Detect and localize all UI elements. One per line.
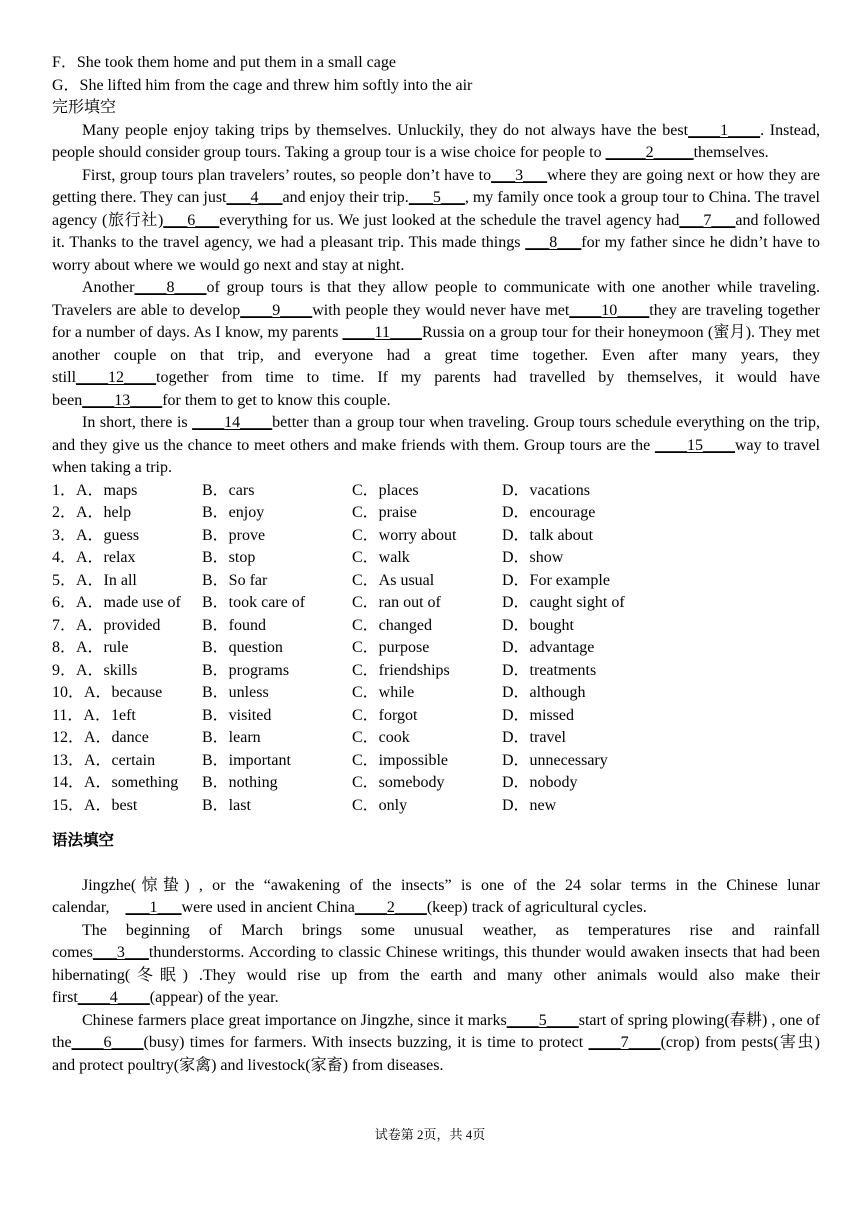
option-d: D．unnecessary	[502, 751, 608, 769]
option-b: B．programs	[202, 661, 290, 679]
question-row	[52, 705, 702, 728]
option-c: C．purpose	[352, 639, 430, 656]
option-a: 11．A．1eft	[52, 706, 136, 724]
question-row	[52, 502, 702, 525]
option-c: C．As usual	[352, 571, 435, 589]
option-c: C．forgot	[352, 706, 418, 724]
option-b: B．unless	[202, 684, 269, 701]
option-g: G．She lifted him from the cage and threw him softly into the air	[52, 76, 473, 94]
question-row	[52, 637, 702, 660]
cloze-paragraph-3: Another____8____of group tours is that they allow people to communicate with one another while traveling. Travelers are able to develop____9____with people they would never have met____10____they are traveling together for a number of days. As I know, my parents ____11____Russia on a group tour for their honeymoon (蜜月). They met another couple on that trip, and everyone had a great time together. Even after many years, they still____12____together from time to time. If my parents had travelled by themselves, it would have been____13____for them to get to know this couple.	[52, 279, 820, 409]
option-b: B．enjoy	[202, 504, 265, 521]
question-row	[52, 615, 702, 638]
option-d: D．missed	[502, 706, 575, 724]
option-d: D．For example	[502, 571, 610, 589]
option-a: 14．A．something	[52, 774, 179, 791]
option-b: B．learn	[202, 729, 261, 746]
option-b: B．nothing	[202, 774, 278, 791]
question-row	[52, 570, 702, 593]
option-b: B．So far	[202, 571, 268, 589]
grammar-heading: 语法填空	[52, 831, 115, 849]
option-b: B．question	[202, 639, 283, 656]
question-row	[52, 795, 702, 818]
option-a: 10．A．because	[52, 684, 163, 701]
grammar-paragraph-3: Chinese farmers place great importance on Jingzhe, since it marks____5____start of spring plowing(春耕) , one of the____6____(busy) times for farmers. With insects buzzing, it is time to protect ____7____(crop) from pests(害虫) and protect poultry(家禽) and livestock(家畜) from diseases.	[52, 1011, 820, 1074]
option-a: 2．A．help	[52, 504, 132, 521]
option-a: 15．A．best	[52, 796, 138, 814]
option-c: C．while	[352, 684, 415, 701]
option-d: D．caught sight of	[502, 594, 625, 611]
question-row	[52, 660, 702, 683]
question-row	[52, 480, 702, 503]
option-f: F．She took them home and put them in a small cage	[52, 54, 396, 71]
option-a: 9．A．skills	[52, 661, 138, 679]
option-b: B．important	[202, 751, 291, 769]
option-c: C．praise	[352, 504, 417, 521]
option-a: 13．A．certain	[52, 751, 156, 769]
option-c: C．worry about	[352, 526, 457, 544]
option-c: C．only	[352, 796, 408, 814]
option-c: C．walk	[352, 549, 410, 566]
grammar-paragraph-1: Jingzhe(惊蛰) , or the “awakening of the insects” is one of the 24 solar terms in the Chinese lunar calendar, ___1___were used in ancient China____2____(keep) track of agricultural cycles.	[52, 876, 820, 916]
option-b: B．last	[202, 796, 251, 814]
question-row	[52, 682, 702, 705]
option-c: C．impossible	[352, 751, 449, 769]
option-b: B．stop	[202, 549, 256, 566]
question-row	[52, 750, 702, 773]
question-row	[52, 547, 702, 570]
option-a: 1．A．maps	[52, 481, 138, 499]
question-row	[52, 727, 702, 750]
cloze-paragraph-2: First, group tours plan travelers’ routes, so people don’t have to___3___where they are going next or how they are getting there. They can just___4___and enjoy their trip.___5___, my family once took a group tour to China. The travel agency (旅行社)___6___everything for us. We just looked at the schedule the travel agency had___7___and followed it. Thanks to the travel agency, we had a pleasant trip. This made things ___8___for my father since he didn’t have to worry about where we would go next and stay at night.	[52, 166, 821, 274]
option-d: D．travel	[502, 729, 566, 746]
option-c: C．places	[352, 481, 419, 499]
option-c: C．somebody	[352, 774, 445, 791]
option-a: 12．A．dance	[52, 729, 149, 746]
option-d: D．treatments	[502, 661, 597, 679]
option-a: 5．A．In all	[52, 571, 137, 589]
grammar-paragraph-2: The beginning of March brings some unusual weather, as temperatures rise and rainfall comes___3___thunderstorms. According to classic Chinese writings, this thunder would awaken insects that had been hibernating(冬眠) .They would rise up from the earth and many other animals would also make their first____4____(appear) of the year.	[52, 921, 820, 1006]
option-d: D．show	[502, 549, 564, 566]
option-c: C．changed	[352, 616, 432, 634]
option-c: C．ran out of	[352, 594, 441, 611]
option-a: 6．A．made use of	[52, 594, 181, 611]
option-a: 7．A．provided	[52, 616, 161, 634]
cloze-heading: 完形填空	[52, 99, 117, 116]
question-row	[52, 592, 702, 615]
option-b: B．cars	[202, 481, 255, 499]
option-a: 8．A．rule	[52, 639, 129, 656]
option-d: D．nobody	[502, 774, 578, 791]
option-d: D．vacations	[502, 481, 590, 499]
option-d: D．new	[502, 796, 557, 814]
option-a: 4．A．relax	[52, 549, 136, 566]
option-d: D．talk about	[502, 526, 594, 544]
cloze-paragraph-1: Many people enjoy taking trips by themselves. Unluckily, they do not always have the best____1____. Instead, people should consider group tours. Taking a group tour is a wise choice for people to _____2_____themselves.	[52, 121, 821, 161]
question-row	[52, 772, 702, 795]
option-d: D．although	[502, 684, 586, 701]
cloze-paragraph-4: In short, there is ____14____better than a group tour when traveling. Group tours schedule everything on the trip, and they give us the chance to meet others and make friends with them. Group tours are the ____15____way to travel when taking a trip.	[52, 414, 820, 476]
exam-page	[52, 52, 820, 1077]
option-b: B．found	[202, 616, 267, 634]
option-b: B．visited	[202, 706, 272, 724]
option-d: D．advantage	[502, 639, 595, 656]
option-d: D．bought	[502, 616, 575, 634]
cloze-options-table	[52, 480, 702, 818]
option-d: D．encourage	[502, 504, 596, 521]
option-a: 3．A．guess	[52, 526, 140, 544]
option-c: C．friendships	[352, 661, 450, 679]
option-b: B．took care of	[202, 594, 306, 611]
question-row	[52, 525, 702, 548]
page-footer: 试卷第 2页，共 4页	[374, 1127, 486, 1142]
option-b: B．prove	[202, 526, 266, 544]
option-c: C．cook	[352, 729, 410, 746]
